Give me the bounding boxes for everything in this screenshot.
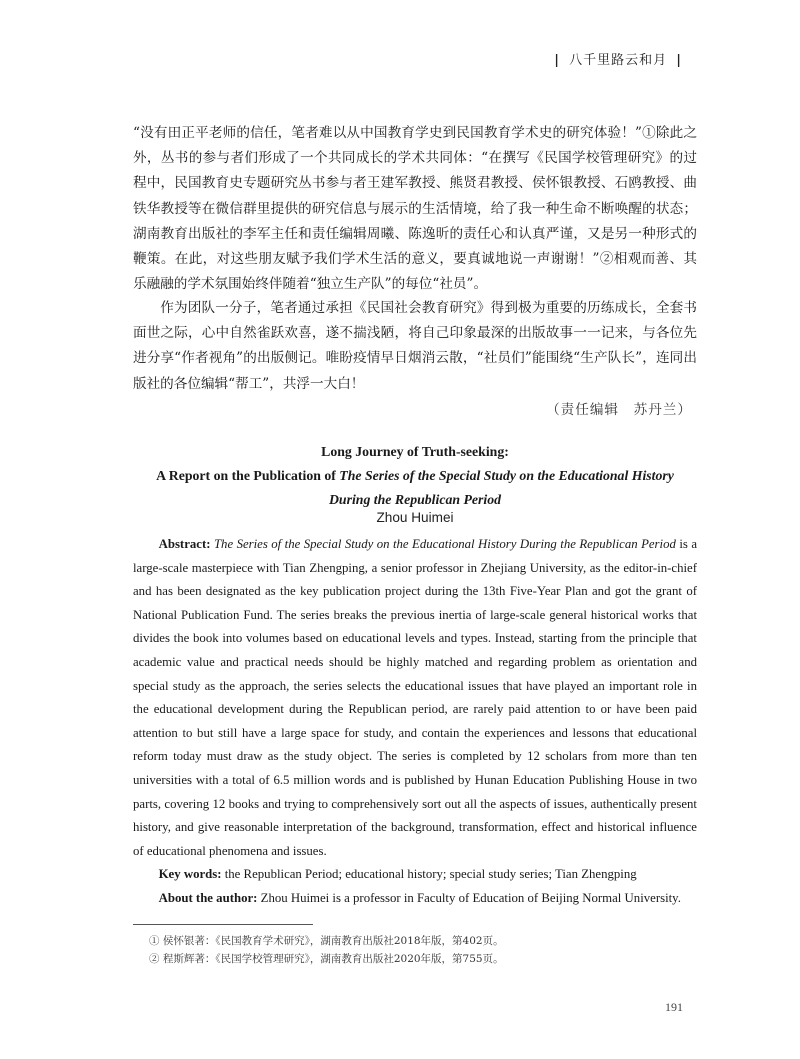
abstract-text: is a large-scale masterpiece with Tian Zhengping, a senior professor in Zhejiang University, as the editor-in-chief and has been designated as the key publication project during the 13th Five-Year Plan and got the grant of National Publication Fund. The series breaks the previous inertia of large-scale general historical works that divides the book into volumes based on educational levels and types. Instead, starting from the principle that academic value and practical needs should be highly matched and regarding problem as orientation and special study as the approach, the series selects the educational issues that have played an important role in the educational development during the Republican period, are rarely paid attention to or have been paid attention to but still have a large space for study, and contain the experiences and lessons that educational reform today must draw as the study object. The series is completed by 12 scholars from more than ten universities with a total of 6.5 million words and is published by Hunan Education Publishing House in two parts, covering 12 books and trying to comprehensively sort out all the aspects of issues, authentically present history, and give reasonable interpretation of the background, transformation, effect and historical influence of educational phenomena and issues. [133, 537, 698, 858]
right-bar-mark: | [676, 53, 682, 68]
keywords-text: the Republican Period; educational history; special study series; Tian Zhengping [224, 867, 637, 882]
chinese-paragraph-2 [133, 296, 697, 397]
author-name: Zhou Huimei [376, 510, 454, 525]
footnote-1: ① 侯怀银著：《民国教育学术研究》，湖南教育出版社2018年版，第402页。 [149, 935, 504, 947]
running-head [550, 49, 686, 68]
chinese-paragraph-1 [133, 121, 697, 297]
title-series-name: The Series of the Special Study on the Educational History [339, 468, 674, 483]
keywords-paragraph [133, 863, 697, 887]
keywords-label: Key words: [158, 867, 222, 882]
left-bar-mark: | [554, 53, 560, 68]
english-title [133, 440, 697, 512]
title-line-2 [133, 464, 697, 488]
page-number: 191 [665, 1000, 683, 1014]
footnote-2: ② 程斯辉著：《民国学校管理研究》，湖南教育出版社2020年版，第755页。 [149, 953, 504, 965]
about-author-text: Zhou Huimei is a professor in Faculty of Education of Beijing Normal University. [260, 890, 681, 905]
title-line-1: Long Journey of Truth-seeking: [321, 444, 509, 459]
abstract-paragraph [133, 533, 697, 863]
about-author-label: About the author: [158, 890, 258, 905]
title-prefix: A Report on the Publication of [156, 468, 340, 483]
abstract-label: Abstract: [158, 537, 211, 551]
about-author-paragraph [133, 887, 697, 911]
title-series-name-cont: During the Republican Period [328, 492, 502, 507]
title-line-3 [133, 488, 697, 512]
running-head-title: 八千里路云和月 [569, 53, 668, 68]
english-abstract-block [133, 533, 697, 911]
footnote-divider [133, 924, 313, 925]
footnotes [133, 932, 697, 968]
abstract-series-title: The Series of the Special Study on the Educational History During the Republican Period [213, 537, 676, 551]
chinese-text-2: 作为团队一分子，笔者通过承担《民国社会教育研究》得到极为重要的历练成长，全套书面世之际，心中自然雀跃欢喜，遂不揣浅陋，将自己印象最深的出版故事一一记来，与各位先进分享“作者视角”的出版侧记。唯盼疫情早日烟消云散，“社员们”能围绕“生产队长”，连同出版社的各位编辑“帮工”，共浮一大白！ [133, 300, 697, 392]
chinese-text-1: “没有田正平老师的信任，笔者难以从中国教育学史到民国教育学术史的研究体验！”①除此之外，丛书的参与者们形成了一个共同成长的学术共同体：“在撰写《民国学校管理研究》的过程中，民国教育史专题研究丛书参与者王建军教授、熊贤君教授、侯怀银教授、石鸥教授、曲铁华教授等在微信群里提供的研究信息与展示的生活情境，给了我一种生命不断唤醒的状态；湖南教育出版社的李军主任和责任编辑周曦、陈逸昕的责任心和认真严谨，又是另一种形式的鞭策。在此，对这些朋友赋予我们学术生活的意义，要真诚地说一声谢谢！”②相观而善、其乐融融的学术氛围始终伴随着“独立生产队”的每位“社员”。 [133, 125, 697, 293]
editor-note: （责任编辑 苏丹兰） [546, 402, 692, 418]
